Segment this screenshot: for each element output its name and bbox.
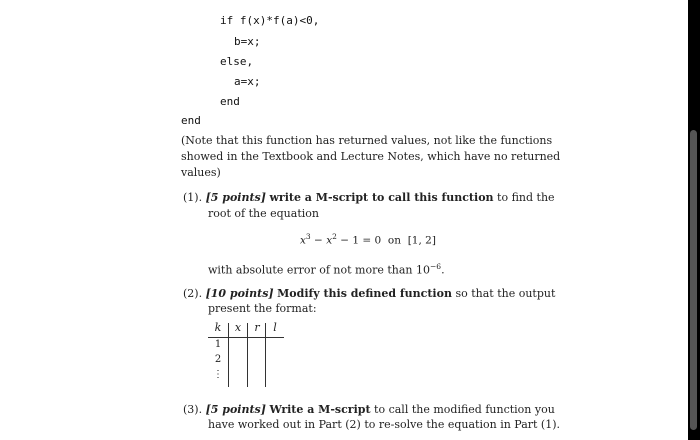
question-1-number: (1). xyxy=(183,191,203,204)
code-line-a-assign: a=x; xyxy=(234,75,261,88)
table-header-k: k xyxy=(214,321,222,334)
question-1-line-2: root of the equation xyxy=(208,207,319,220)
error-exponent: −6 xyxy=(430,262,442,271)
question-1-line-1 xyxy=(183,190,555,206)
question-2-points: [10 points] xyxy=(205,287,274,300)
question-3-bold-task: Write a M-script xyxy=(269,403,371,416)
question-2-rest: so that the output xyxy=(455,287,556,300)
question-1-bold-task: write a M-script to call this function xyxy=(269,191,494,204)
question-2-number: (2). xyxy=(183,287,203,300)
note-line-3: values) xyxy=(181,166,221,179)
question-1-rest: to find the xyxy=(497,191,555,204)
question-3-number: (3). xyxy=(183,403,203,416)
table-row-2-k: 2 xyxy=(214,354,222,365)
equation-x-squared: x xyxy=(326,234,333,247)
table-col-rule-1 xyxy=(228,323,229,387)
code-line-end-function: end xyxy=(181,114,201,127)
question-1-error-line xyxy=(208,259,445,279)
error-period: . xyxy=(441,263,445,277)
equation-exp-3: 3 xyxy=(305,232,311,241)
table-row-ellipsis: ⋮ xyxy=(213,369,223,380)
question-3-rest: to call the modified function you xyxy=(374,403,555,416)
code-line-else: else, xyxy=(220,55,254,68)
scrollbar-thumb[interactable] xyxy=(690,130,697,430)
table-row-1-k: 1 xyxy=(214,339,222,350)
question-2-line-2: present the format: xyxy=(208,302,317,315)
equation-minus: − xyxy=(314,234,323,247)
question-3-line-2: have worked out in Part (2) to re-solve the equation in Part (1). xyxy=(208,418,561,431)
note-line-1: (Note that this function has returned values, not like the functions xyxy=(181,134,553,147)
equation-interval: [1, 2] xyxy=(407,234,436,247)
table-header-r: r xyxy=(254,321,260,334)
equation-x-cubed: x xyxy=(300,234,306,247)
scrollbar-track[interactable] xyxy=(688,0,700,440)
question-2-bold-task: Modify this defined function xyxy=(277,287,452,300)
equation-exp-2: 2 xyxy=(332,232,337,241)
note-line-2: showed in the Textbook and Lecture Notes, which have no returned xyxy=(181,150,561,163)
code-line-if: if f(x)*f(a)<0, xyxy=(220,14,320,27)
equation-on: on xyxy=(387,234,402,247)
equation-rest: − 1 = 0 xyxy=(340,234,382,247)
table-header-l: l xyxy=(273,321,277,334)
code-line-end-if: end xyxy=(220,95,240,108)
table-col-rule-2 xyxy=(247,323,248,387)
error-text: with absolute error of not more than 10 xyxy=(208,263,431,277)
question-2-line-1 xyxy=(183,286,555,302)
table-header-x: x xyxy=(234,321,242,334)
table-col-rule-3 xyxy=(265,323,266,387)
output-format-table xyxy=(208,321,288,389)
table-header-rule xyxy=(208,337,284,338)
question-3-line-1 xyxy=(183,402,555,418)
code-line-b-assign: b=x; xyxy=(234,35,261,48)
question-1-equation xyxy=(300,232,436,247)
question-1-points: [5 points] xyxy=(205,191,266,204)
question-3-points: [5 points] xyxy=(205,403,266,416)
